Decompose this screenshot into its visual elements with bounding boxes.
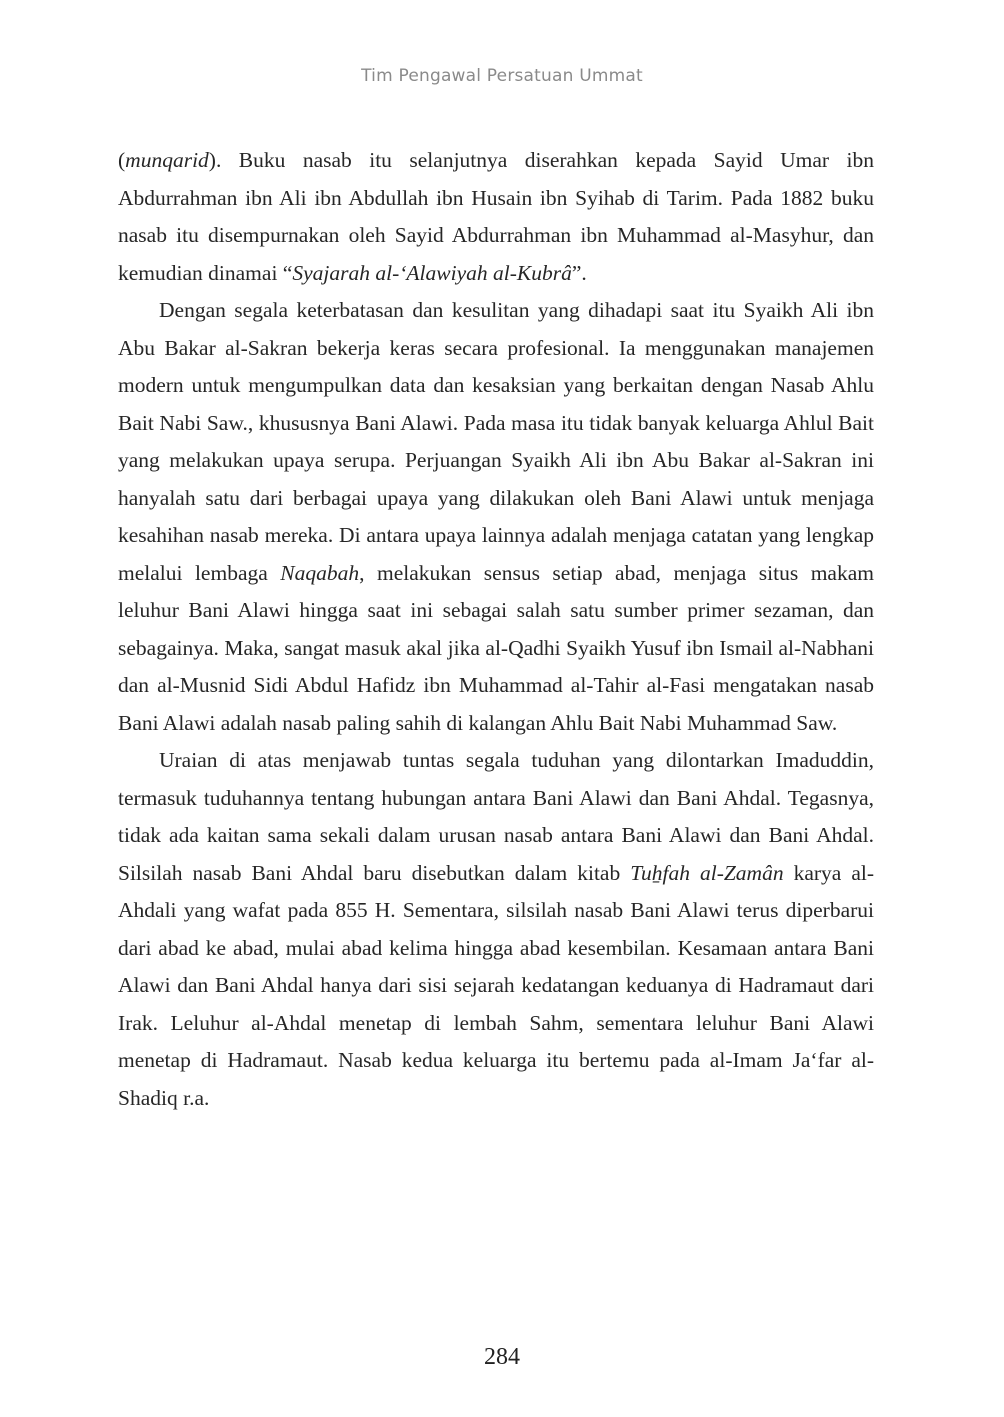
italic-title: Syajarah al-‘Alawiyah al-Kubrâ: [292, 260, 572, 285]
paragraph-2: [118, 292, 874, 742]
text-run: Uraian di atas menjawab tuntas segala tuduhan yang dilontarkan Imaduddin, termasuk tuduhannya tentang hubungan antara Bani Alawi dan Bani Ahdal. Tegasnya, tidak ada kaitan sama sekali dalam urusan nasab antara Bani Alawi dan Bani Ahdal. Silsilah nasab Bani Ahdal baru disebutkan dalam kitab: [118, 748, 874, 885]
paragraph-1: [118, 142, 874, 292]
running-header: Tim Pengawal Persatuan Ummat: [361, 66, 643, 86]
text-run: karya al-Ahdali yang wafat pada 855 H. Sementara, silsilah nasab Bani Alawi terus diperbarui dari abad ke abad, mulai abad kelima hingga abad kesembilan. Kesamaan antara Bani Alawi dan Bani Ahdal hanya dari sisi sejarah kedatangan keduanya di Hadramaut dari Irak. Leluhur al-Ahdal menetap di lembah Sahm, sementara leluhur Bani Alawi menetap di Hadramaut. Nasab kedua keluarga itu bertemu pada al-Imam Ja‘far al-Shadiq r.a.: [118, 860, 874, 1110]
italic-title: Tuẖfah al-Zamân: [630, 860, 784, 885]
text-run: Dengan segala keterbatasan dan kesulitan yang dihadapi saat itu Syaikh Ali ibn Abu Bakar al-Sakran bekerja keras secara profesional. Ia menggunakan manajemen modern untuk mengumpulkan data dan kesaksian yang berkaitan dengan Nasab Ahlu Bait Nabi Saw., khususnya Bani Alawi. Pada masa itu tidak banyak keluarga Ahlul Bait yang melakukan upaya serupa. Perjuangan Syaikh Ali ibn Abu Bakar al-Sakran ini hanyalah satu dari berbagai upaya yang dilakukan oleh Bani Alawi untuk menjaga kesahihan nasab mereka. Di antara upaya lainnya adalah menjaga catatan yang lengkap melalui lembaga: [118, 298, 874, 585]
page-number: 284: [484, 1344, 520, 1370]
text-run: ). Buku nasab itu selanjutnya diserahkan kepada Sayid Umar ibn Abdurrahman ibn Ali ibn Abdullah ibn Husain ibn Syihab di Tarim. Pada 1882 buku nasab itu disempurnakan oleh Sayid Abdurrahman ibn Muhammad al-Masyhur, dan kemudian dinamai “: [118, 148, 874, 285]
text-run: , melakukan sensus setiap abad, menjaga situs makam leluhur Bani Alawi hingga saat ini sebagai salah satu sumber primer sezaman, dan sebagainya. Maka, sangat masuk akal jika al-Qadhi Syaikh Yusuf ibn Ismail al-Nabhani dan al-Musnid Sidi Abdul Hafidz ibn Muhammad al-Tahir al-Fasi mengatakan nasab Bani Alawi adalah nasab paling sahih di kalangan Ahlu Bait Nabi Muhammad Saw.: [118, 560, 874, 735]
text-run: (: [118, 148, 126, 172]
italic-term: Naqabah: [280, 560, 360, 585]
text-run: ”.: [571, 260, 587, 285]
body-text: [118, 142, 874, 1117]
paragraph-3: [118, 742, 874, 1117]
italic-term: munqarid: [125, 148, 209, 172]
